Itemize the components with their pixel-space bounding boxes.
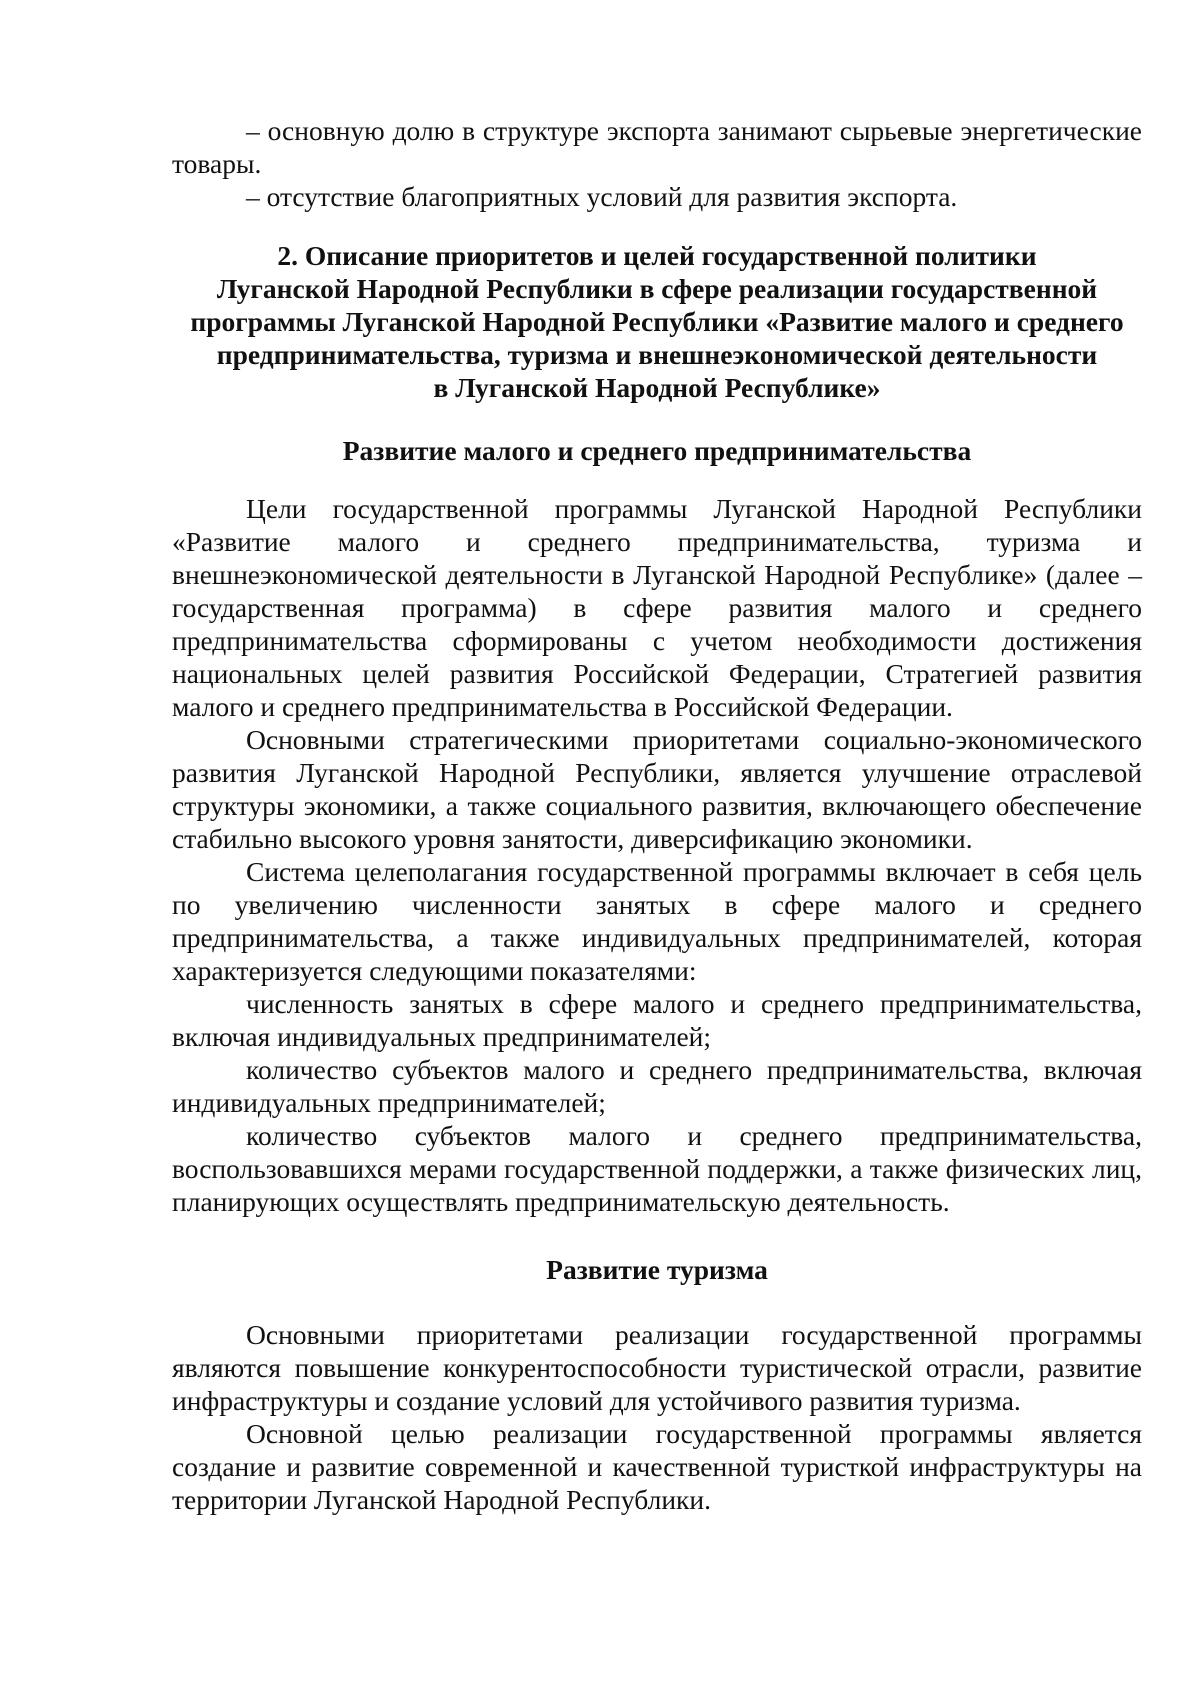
paragraph: Основными приоритетами реализации государственной программы являются повышение конкурентоспособности туристической отрасли, развитие инфраструктуры и создание условий для устойчивого развития туризма. — [172, 1319, 1142, 1416]
section-heading-line: 2. Описание приоритетов и целей государственной политики — [277, 240, 1037, 271]
section-heading — [172, 239, 1142, 404]
section-heading-line: в Луганской Народной Республике» — [433, 372, 881, 403]
subsection-title-tourism: Развитие туризма — [546, 1254, 768, 1285]
section-heading-line: программы Луганской Народной Республики «Развитие малого и среднего — [190, 306, 1124, 337]
intro-item: – отсутствие благоприятных условий для развития экспорта. — [246, 181, 958, 212]
paragraph: Основной целью реализации государственной программы является создание и развитие современной и качественной туристкой инфраструктуры на территории Луганской Народной Республики. — [172, 1418, 1142, 1515]
paragraph: Цели государственной программы Луганской Народной Республики «Развитие малого и среднего предпринимательства, туризма и внешнеэкономической деятельности в Луганской Народной Республике» (далее – государственная программа) в сфере развития малого и среднего предпринимательства сформированы с учетом необходимости достижения национальных целей развития Российской Федерации, Стратегией развития малого и среднего предпринимательства в Российской Федерации. — [172, 493, 1142, 722]
intro-item: – основную долю в структуре экспорта занимают сырьевые энергетические товары. — [172, 115, 1142, 179]
indicator-item: численность занятых в сфере малого и среднего предпринимательства, включая индивидуальных предпринимателей; — [172, 988, 1142, 1052]
paragraph: Система целеполагания государственной программы включает в себя цель по увеличению численности занятых в сфере малого и среднего предпринимательства, а также индивидуальных предпринимателей, которая характеризуется следующими показателями: — [172, 856, 1142, 986]
section-heading-line: Луганской Народной Республики в сфере реализации государственной — [216, 273, 1098, 304]
indicator-item: количество субъектов малого и среднего предпринимательства, воспользовавшихся мерами государственной поддержки, а также физических лиц, планирующих осуществлять предпринимательскую деятельность. — [172, 1120, 1142, 1217]
section-heading-line: предпринимательства, туризма и внешнеэкономической деятельности — [216, 339, 1098, 370]
document-body — [172, 114, 1142, 1516]
indicator-item: количество субъектов малого и среднего предпринимательства, включая индивидуальных предпринимателей; — [172, 1054, 1142, 1118]
paragraph: Основными стратегическими приоритетами социально-экономического развития Луганской Народной Республики, является улучшение отраслевой структуры экономики, а также социального развития, включающего обеспечение стабильно высокого уровня занятости, диверсификацию экономики. — [172, 724, 1142, 854]
subsection-title-sme: Развитие малого и среднего предпринимательства — [342, 435, 972, 466]
